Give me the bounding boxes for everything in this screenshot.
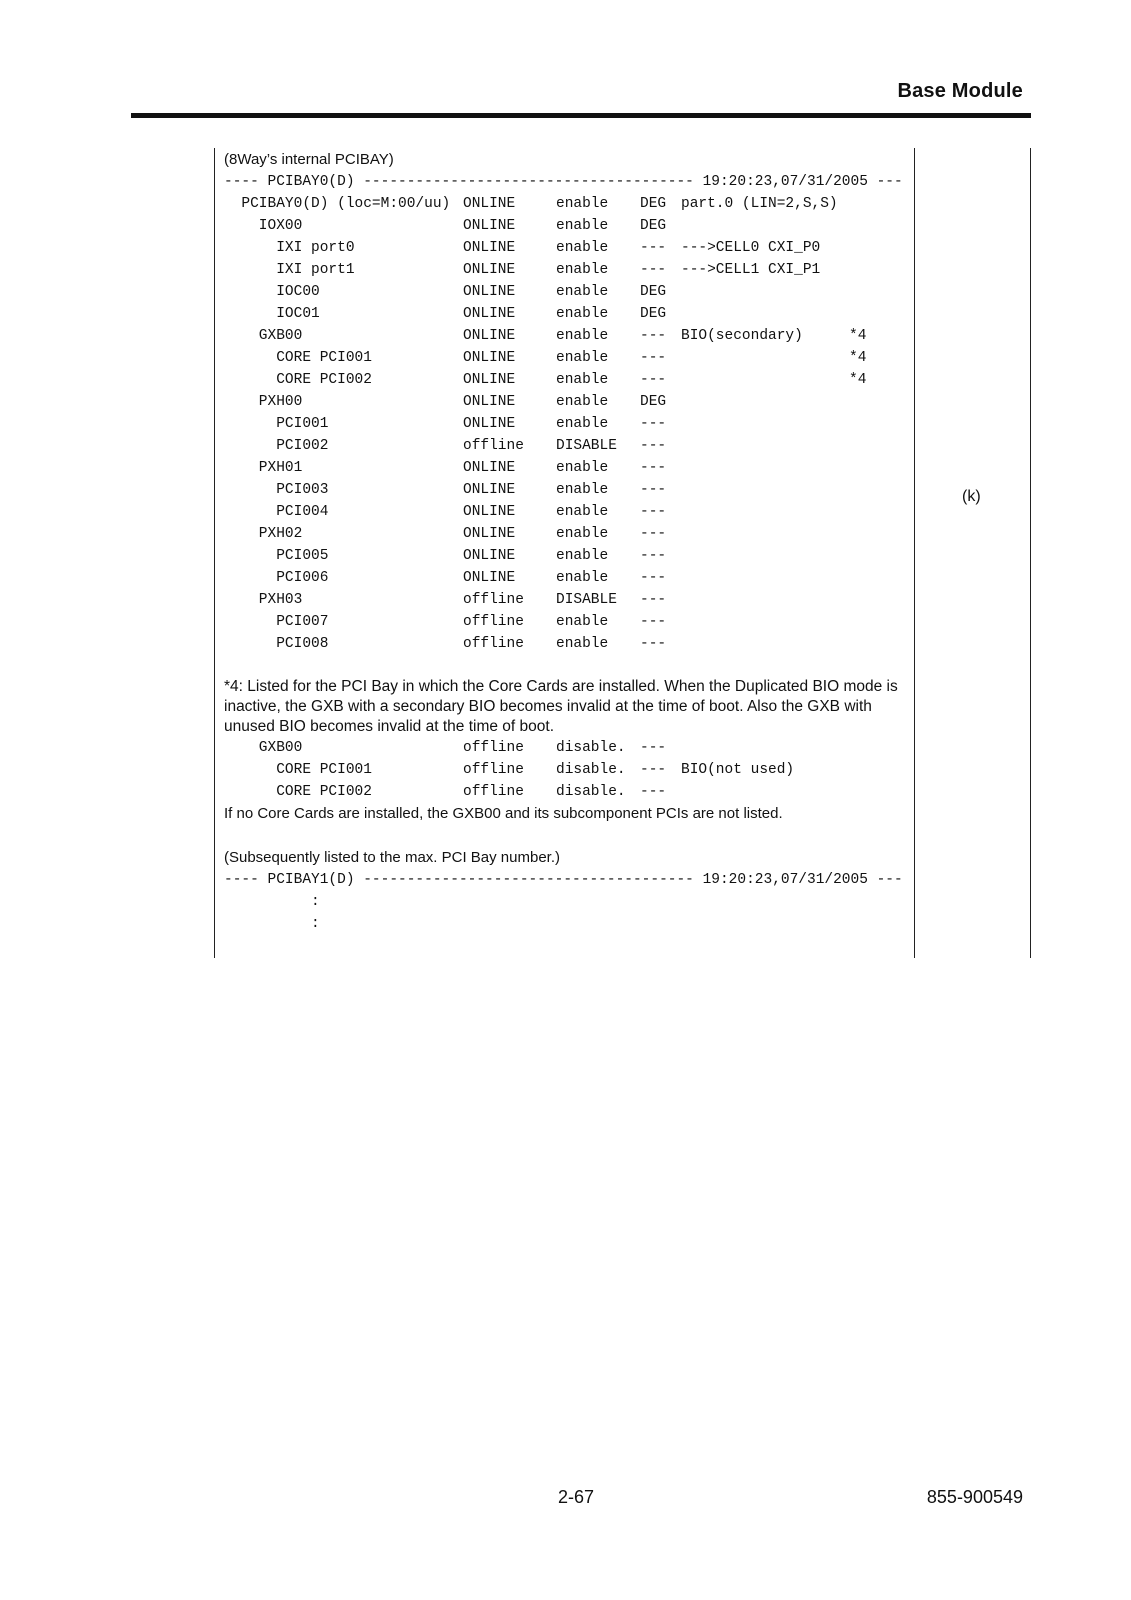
continuation-line: : — [224, 894, 320, 910]
table-row — [224, 193, 914, 215]
row-mode: enable — [556, 284, 609, 300]
row-state: offline — [463, 784, 524, 800]
row-state: ONLINE — [463, 218, 516, 234]
row-mode: disable. — [556, 740, 626, 756]
row-mode: enable — [556, 372, 609, 388]
row-mode: enable — [556, 218, 609, 234]
row-name: PCI008 — [224, 636, 329, 652]
row-status: --- — [640, 636, 667, 652]
bay0-header-line: ---- PCIBAY0(D) -------------------------------------- 19:20:23,07/31/2005 --- — [224, 174, 903, 190]
row-name: IOX00 — [224, 218, 303, 234]
row-mode: disable. — [556, 762, 626, 778]
row-name: CORE PCI001 — [224, 350, 372, 366]
row-state: ONLINE — [463, 306, 516, 322]
row-name: PXH01 — [224, 460, 303, 476]
row-mode: enable — [556, 504, 609, 520]
row-mode: enable — [556, 394, 609, 410]
table-row — [224, 567, 914, 589]
table-row — [224, 611, 914, 633]
frame-left-border — [214, 148, 215, 958]
row-mode: DISABLE — [556, 592, 617, 608]
row-info: BIO(not used) — [681, 762, 795, 778]
table-row — [224, 369, 914, 391]
document-id: 855-900549 — [926, 1487, 1023, 1507]
row-status: --- — [640, 504, 667, 520]
row-mode: enable — [556, 240, 609, 256]
continuation-line: : — [224, 916, 320, 932]
row-name: CORE PCI002 — [224, 784, 372, 800]
row-name: IOC00 — [224, 284, 320, 300]
row-state: ONLINE — [463, 570, 516, 586]
row-state: ONLINE — [463, 350, 516, 366]
row-status: --- — [640, 592, 667, 608]
table-row — [224, 237, 914, 259]
row-note: *4 — [849, 328, 867, 344]
row-status: --- — [640, 784, 667, 800]
frame-divider — [914, 148, 915, 958]
row-state: ONLINE — [463, 526, 516, 542]
row-state: offline — [463, 438, 524, 454]
row-status: DEG — [640, 218, 667, 234]
bay1-header-line: ---- PCIBAY1(D) -------------------------------------- 19:20:23,07/31/2005 --- — [224, 872, 903, 888]
row-state: offline — [463, 762, 524, 778]
row-status: --- — [640, 614, 667, 630]
table-row — [224, 545, 914, 567]
row-status: --- — [640, 262, 667, 278]
note4-paragraph: *4: Listed for the PCI Bay in which the Core Cards are installed. When the Duplicated BIO mode is inactive, the GXB with a secondary BIO becomes invalid at the time of boot. Also the GXB with unused BIO becomes invalid at the time of boot. — [224, 678, 898, 735]
page-header-title: Base Module — [897, 80, 1023, 102]
row-status: --- — [640, 740, 667, 756]
row-name: PCI005 — [224, 548, 329, 564]
row-status: DEG — [640, 284, 667, 300]
row-mode: enable — [556, 570, 609, 586]
row-name: IXI port0 — [224, 240, 355, 256]
row-status: --- — [640, 372, 667, 388]
row-status: --- — [640, 350, 667, 366]
row-status: --- — [640, 570, 667, 586]
row-name: GXB00 — [224, 328, 303, 344]
row-status: --- — [640, 328, 667, 344]
row-mode: enable — [556, 196, 609, 212]
row-status: DEG — [640, 306, 667, 322]
row-state: offline — [463, 740, 524, 756]
table-row — [224, 435, 914, 457]
row-info: BIO(secondary) — [681, 328, 803, 344]
frame-right-border — [1030, 148, 1031, 958]
row-status: DEG — [640, 196, 667, 212]
row-name: PCI006 — [224, 570, 329, 586]
table-row — [224, 781, 914, 803]
row-info: --->CELL1 CXI_P1 — [681, 262, 821, 278]
table-row — [224, 737, 914, 759]
row-state: ONLINE — [463, 196, 516, 212]
row-state: offline — [463, 614, 524, 630]
row-state: ONLINE — [463, 372, 516, 388]
spacer — [224, 655, 914, 677]
row-mode: enable — [556, 262, 609, 278]
row-mode: enable — [556, 636, 609, 652]
row-mode: enable — [556, 350, 609, 366]
row-mode: enable — [556, 526, 609, 542]
table-row — [224, 413, 914, 435]
row-state: offline — [463, 592, 524, 608]
row-name: PCIBAY0(D) (loc=M:00/uu) — [224, 196, 451, 212]
disabled-rows — [224, 737, 914, 803]
table-row — [224, 523, 914, 545]
row-state: ONLINE — [463, 284, 516, 300]
table-row — [224, 347, 914, 369]
bay0-rows — [224, 193, 914, 655]
row-name: PCI003 — [224, 482, 329, 498]
row-state: ONLINE — [463, 262, 516, 278]
row-mode: enable — [556, 548, 609, 564]
row-mode: enable — [556, 482, 609, 498]
row-status: --- — [640, 548, 667, 564]
row-status: --- — [640, 438, 667, 454]
spacer — [224, 825, 914, 847]
row-state: ONLINE — [463, 328, 516, 344]
row-name: PXH00 — [224, 394, 303, 410]
row-note: *4 — [849, 372, 867, 388]
row-name: PCI001 — [224, 416, 329, 432]
table-row — [224, 759, 914, 781]
row-mode: disable. — [556, 784, 626, 800]
row-name: PCI007 — [224, 614, 329, 630]
row-name: CORE PCI001 — [224, 762, 372, 778]
console-listing — [224, 149, 914, 935]
page-number: 2-67 — [558, 1487, 595, 1507]
intro-line: (8Way’s internal PCIBAY) — [224, 151, 394, 168]
row-state: ONLINE — [463, 548, 516, 564]
row-name: PCI004 — [224, 504, 329, 520]
row-name: CORE PCI002 — [224, 372, 372, 388]
row-name: GXB00 — [224, 740, 303, 756]
row-mode: enable — [556, 416, 609, 432]
row-status: --- — [640, 460, 667, 476]
row-mode: enable — [556, 306, 609, 322]
table-row — [224, 501, 914, 523]
table-row — [224, 589, 914, 611]
table-row — [224, 215, 914, 237]
row-state: ONLINE — [463, 416, 516, 432]
table-row — [224, 259, 914, 281]
row-name: IXI port1 — [224, 262, 355, 278]
row-info: part.0 (LIN=2,S,S) — [681, 196, 838, 212]
row-state: ONLINE — [463, 482, 516, 498]
table-row — [224, 479, 914, 501]
table-row — [224, 303, 914, 325]
row-state: ONLINE — [463, 460, 516, 476]
subsequent-note: (Subsequently listed to the max. PCI Bay number.) — [224, 849, 560, 866]
row-name: PXH03 — [224, 592, 303, 608]
table-row — [224, 457, 914, 479]
row-state: ONLINE — [463, 240, 516, 256]
row-state: ONLINE — [463, 394, 516, 410]
row-status: DEG — [640, 394, 667, 410]
header-rule — [131, 113, 1031, 118]
row-mode: enable — [556, 614, 609, 630]
row-status: --- — [640, 240, 667, 256]
side-label: (k) — [962, 488, 981, 505]
table-row — [224, 325, 914, 347]
row-status: --- — [640, 482, 667, 498]
row-status: --- — [640, 526, 667, 542]
table-row — [224, 391, 914, 413]
row-mode: DISABLE — [556, 438, 617, 454]
row-mode: enable — [556, 328, 609, 344]
row-mode: enable — [556, 460, 609, 476]
table-row — [224, 281, 914, 303]
no-core-note: If no Core Cards are installed, the GXB00 and its subcomponent PCIs are not listed. — [224, 805, 783, 822]
row-state: offline — [463, 636, 524, 652]
row-status: --- — [640, 762, 667, 778]
row-name: IOC01 — [224, 306, 320, 322]
row-state: ONLINE — [463, 504, 516, 520]
row-name: PCI002 — [224, 438, 329, 454]
table-row — [224, 633, 914, 655]
row-info: --->CELL0 CXI_P0 — [681, 240, 821, 256]
row-note: *4 — [849, 350, 867, 366]
row-name: PXH02 — [224, 526, 303, 542]
row-status: --- — [640, 416, 667, 432]
